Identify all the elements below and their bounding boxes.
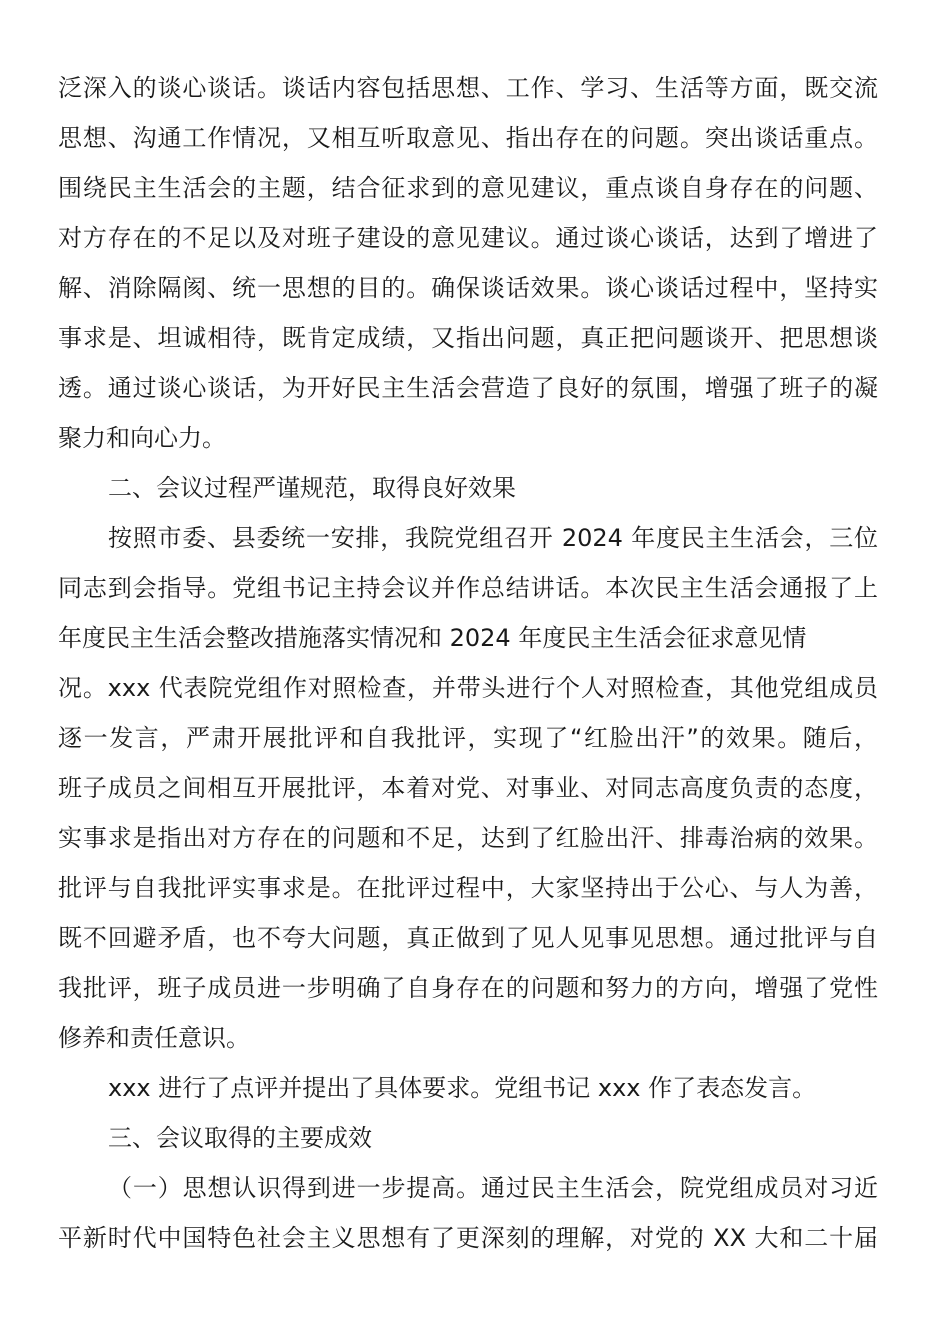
- paragraph-line: 泛深入的谈心谈话。谈话内容包括思想、工作、学习、生活等方面，既交流: [58, 74, 878, 102]
- paragraph-line: 班子成员之间相互开展批评，本着对党、对事业、对同志高度负责的态度，: [58, 774, 878, 802]
- section-heading: 三、会议取得的主要成效: [108, 1124, 372, 1152]
- paragraph-line: （一）思想认识得到进一步提高。通过民主生活会，院党组成员对习近: [108, 1174, 878, 1202]
- paragraph-line: 聚力和向心力。: [58, 424, 226, 452]
- paragraph-line: 逐一发言，严肃开展批评和自我批评，实现了“红脸出汗”的效果。随后，: [58, 724, 878, 752]
- paragraph-line: 对方存在的不足以及对班子建设的意见建议。通过谈心谈话，达到了增进了: [58, 224, 878, 252]
- paragraph-line: 围绕民主生活会的主题，结合征求到的意见建议，重点谈自身存在的问题、: [58, 174, 878, 202]
- paragraph-line: 既不回避矛盾，也不夸大问题，真正做到了见人见事见思想。通过批评与自: [58, 924, 878, 952]
- paragraph-line: 同志到会指导。党组书记主持会议并作总结讲话。本次民主生活会通报了上: [58, 574, 878, 602]
- paragraph-line: 修养和责任意识。: [58, 1024, 250, 1052]
- section-heading: 二、会议过程严谨规范，取得良好效果: [108, 474, 516, 502]
- paragraph-line: 况。xxx 代表院党组作对照检查，并带头进行个人对照检查，其他党组成员: [58, 674, 878, 702]
- paragraph-line: 解、消除隔阂、统一思想的目的。确保谈话效果。谈心谈话过程中，坚持实: [58, 274, 878, 302]
- paragraph-line: 平新时代中国特色社会主义思想有了更深刻的理解，对党的 XX 大和二十届: [58, 1224, 878, 1252]
- paragraph-line: 事求是、坦诚相待，既肯定成绩，又指出问题，真正把问题谈开、把思想谈: [58, 324, 878, 352]
- paragraph-line: 透。通过谈心谈话，为开好民主生活会营造了良好的氛围，增强了班子的凝: [58, 374, 878, 402]
- paragraph-line: 思想、沟通工作情况，又相互听取意见、指出存在的问题。突出谈话重点。: [58, 124, 878, 152]
- paragraph-line: 批评与自我批评实事求是。在批评过程中，大家坚持出于公心、与人为善，: [58, 874, 878, 902]
- paragraph-line: 实事求是指出对方存在的问题和不足，达到了红脸出汗、排毒治病的效果。: [58, 824, 878, 852]
- paragraph-line: xxx 进行了点评并提出了具体要求。党组书记 xxx 作了表态发言。: [108, 1074, 817, 1102]
- paragraph-line: 我批评，班子成员进一步明确了自身存在的问题和努力的方向，增强了党性: [58, 974, 878, 1002]
- paragraph-line: 年度民主生活会整改措施落实情况和 2024 年度民主生活会征求意见情: [58, 624, 807, 652]
- paragraph-line: 按照市委、县委统一安排，我院党组召开 2024 年度民主生活会，三位: [108, 524, 878, 552]
